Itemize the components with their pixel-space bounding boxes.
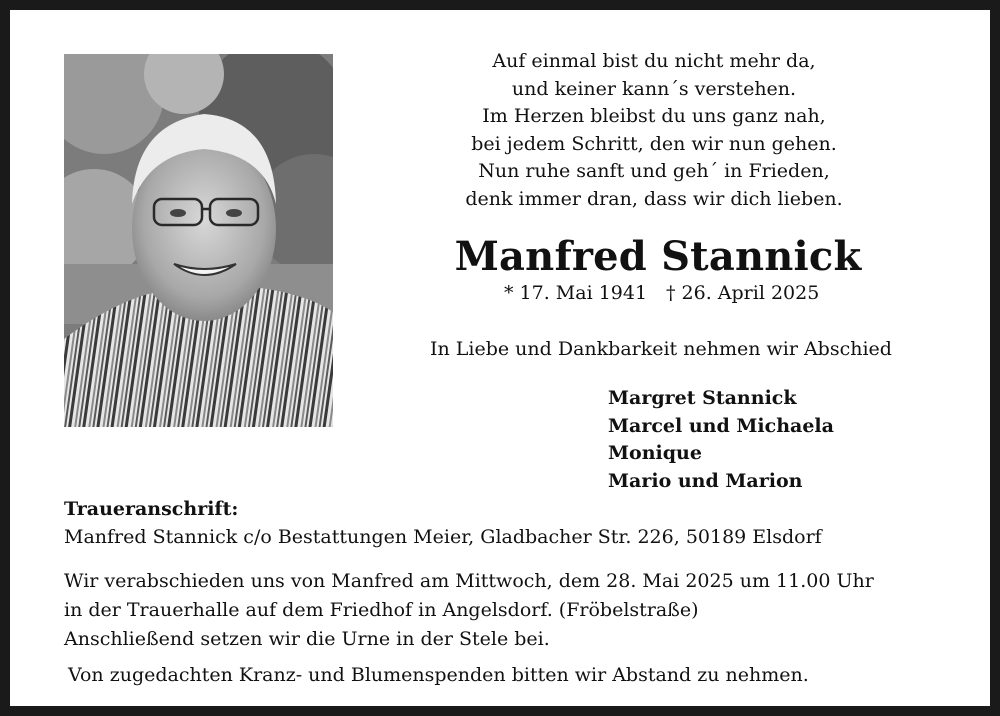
birth-date: * 17. Mai 1941 [504, 282, 648, 304]
memorial-poem [430, 48, 878, 214]
family-list [608, 385, 834, 495]
family-member: Monique [608, 442, 702, 464]
service-info [64, 567, 874, 654]
death-date: † 26. April 2025 [666, 282, 820, 304]
poem-line: Nun ruhe sanft und geh´ in Frieden, [478, 160, 830, 183]
farewell-text: In Liebe und Dankbarkeit nehmen wir Abschied [430, 338, 892, 360]
family-member: Mario und Marion [608, 469, 803, 492]
poem-line: und keiner kann´s verstehen. [511, 77, 797, 100]
poem-line: Auf einmal bist du nicht mehr da, [492, 50, 816, 72]
service-line: Wir verabschieden uns von Manfred am Mittwoch, dem 28. Mai 2025 um 11.00 Uhr [64, 570, 874, 592]
poem-line: Im Herzen bleibst du uns ganz nah, [482, 105, 826, 128]
service-line: in der Trauerhalle auf dem Friedhof in Angelsdorf. (Fröbelstraße) [64, 599, 699, 621]
portrait-photo [64, 54, 333, 427]
donation-note: Von zugedachten Kranz- und Blumenspenden bitten wir Abstand zu nehmen. [68, 664, 809, 686]
deceased-name: Manfred Stannick [454, 233, 862, 280]
poem-line: bei jedem Schritt, den wir nun gehen. [471, 132, 837, 155]
poem-line: denk immer dran, dass wir dich lieben. [465, 187, 843, 210]
address-label: Traueranschrift: [64, 498, 239, 520]
service-line: Anschließend setzen wir die Urne in der Stele bei. [64, 628, 550, 650]
family-member: Marcel und Michaela [608, 414, 834, 437]
address-text: Manfred Stannick c/o Bestattungen Meier, Gladbacher Str. 226, 50189 Elsdorf [64, 526, 822, 548]
family-member: Margret Stannick [608, 387, 797, 409]
